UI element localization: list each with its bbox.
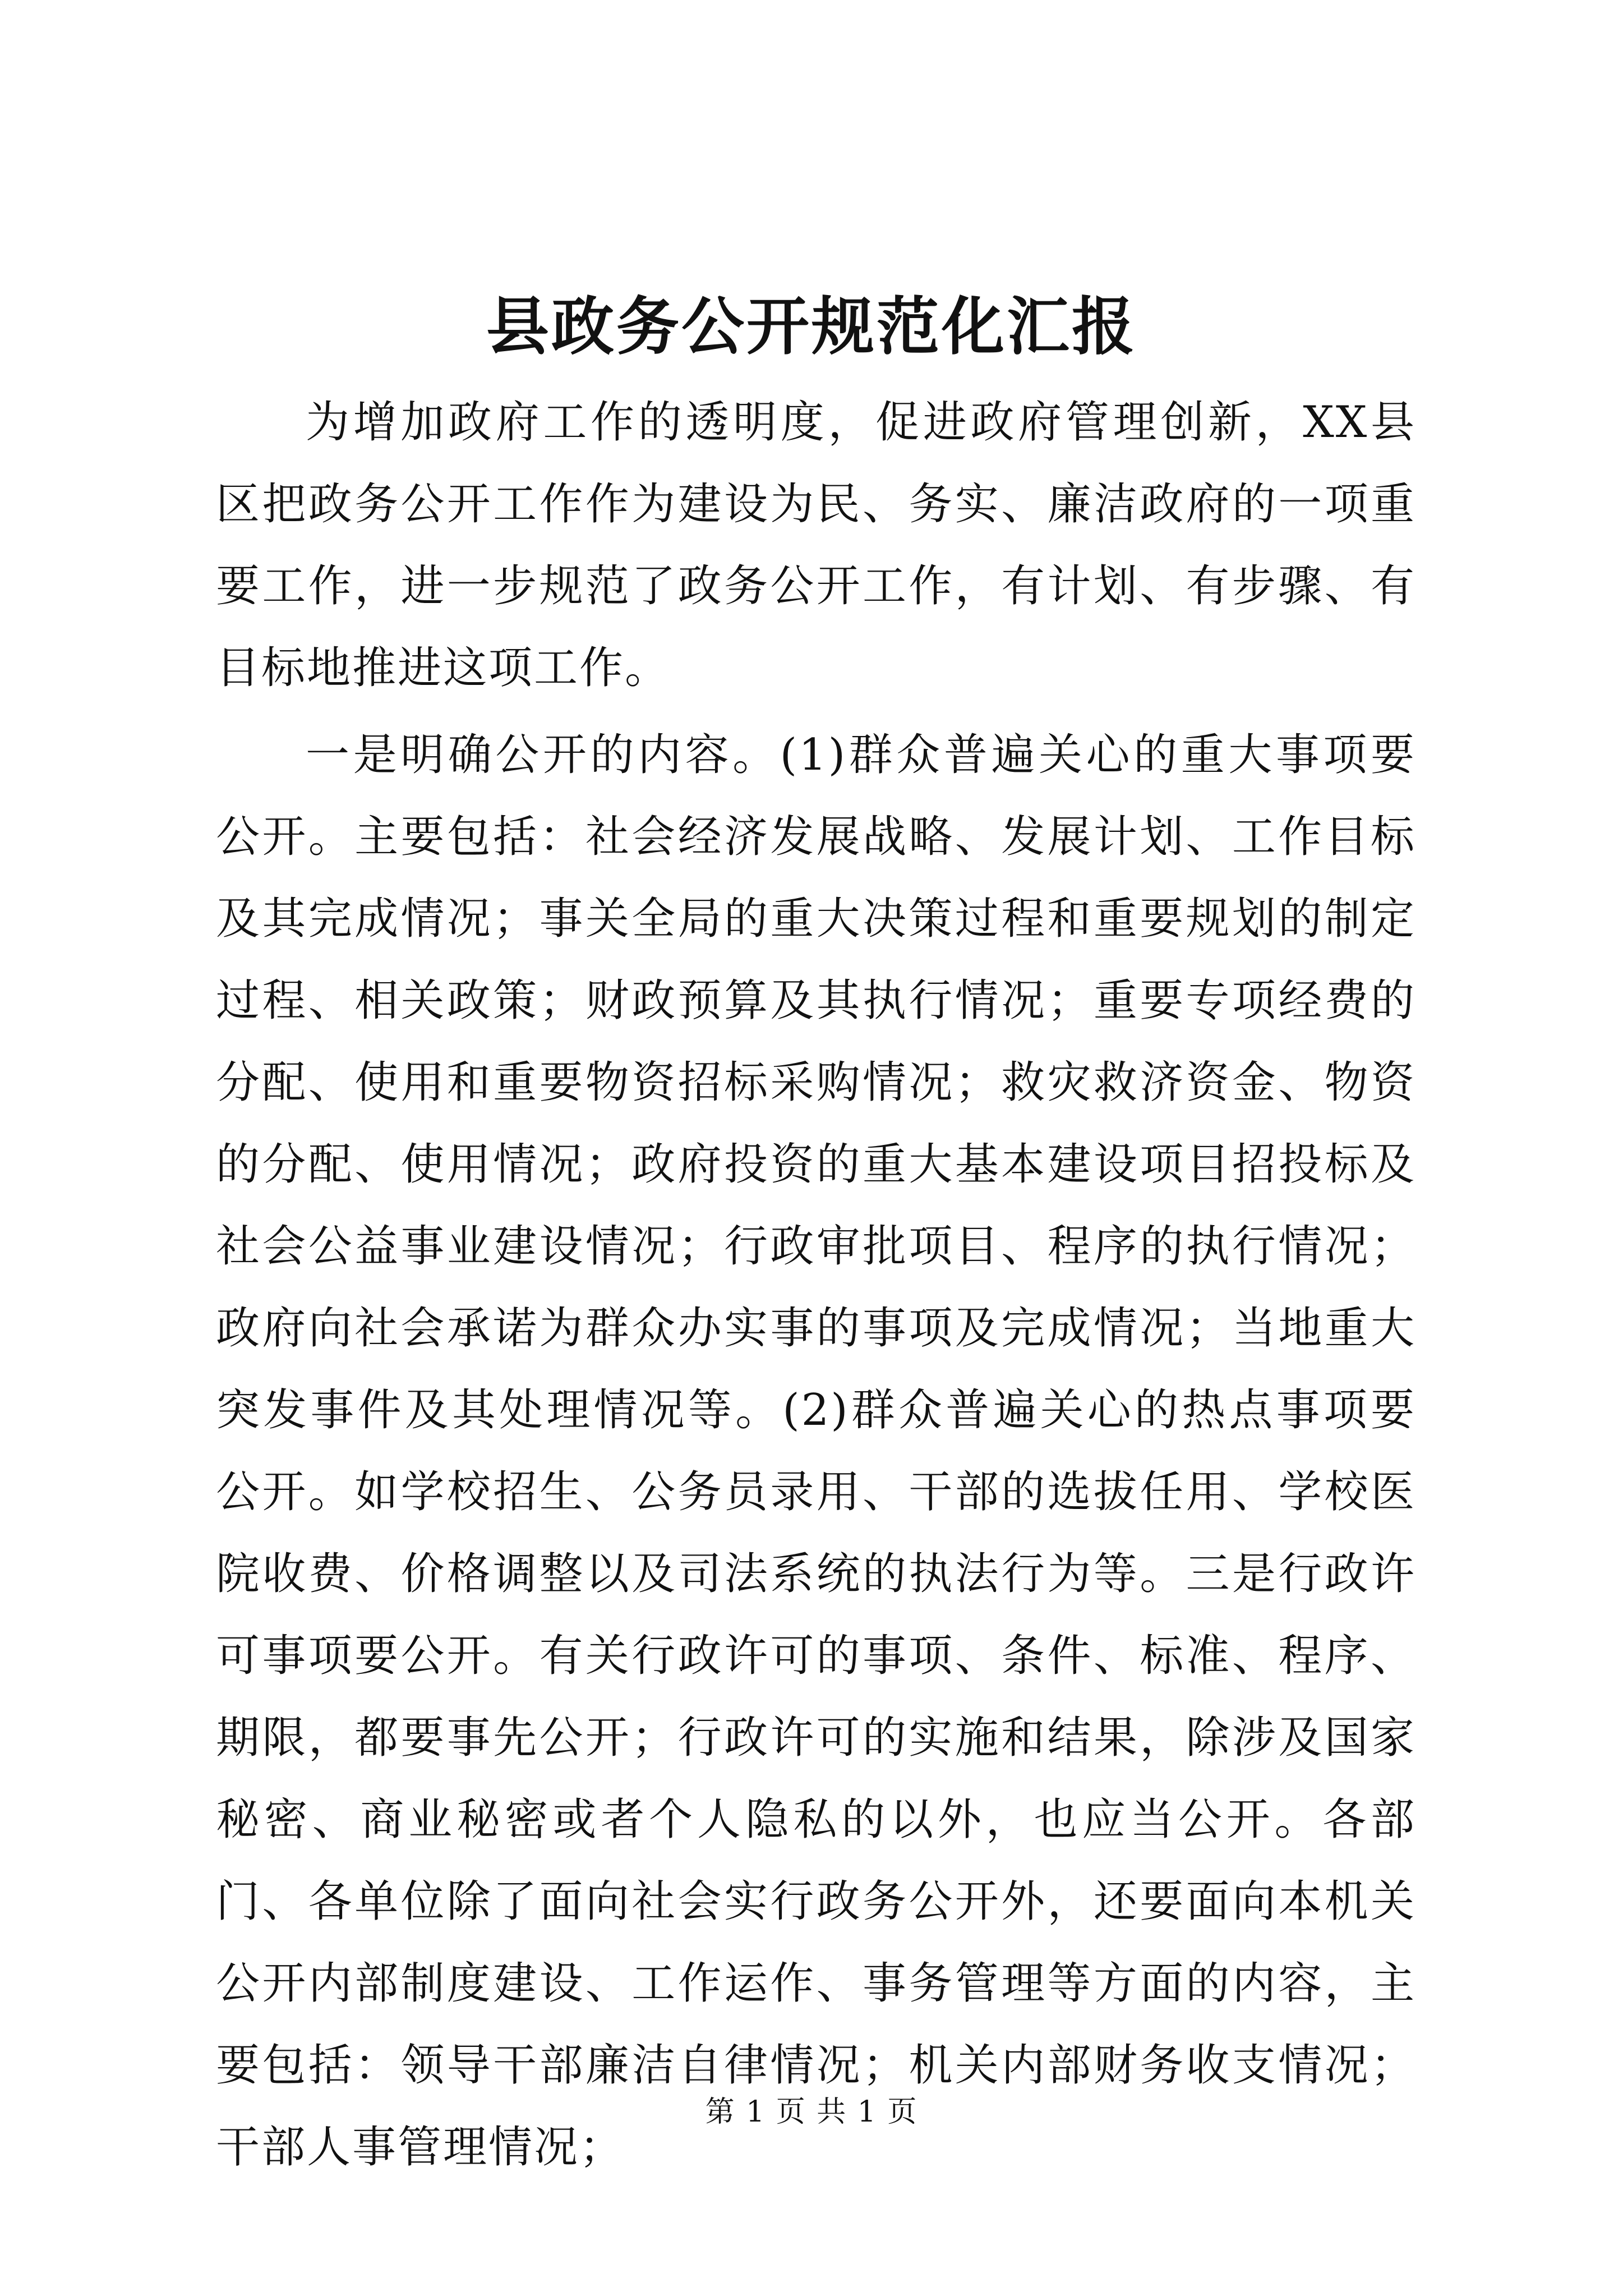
- paragraph-intro: 为增加政府工作的透明度，促进政府管理创新，XX县区把政务公开工作作为建设为民、务实、廉洁政府的一项重要工作，进一步规范了政务公开工作，有计划、有步骤、有目标地推进这项工作。: [216, 397, 1416, 693]
- paragraph-content-scope: 一是明确公开的内容。(1)群众普遍关心的重大事项要公开。主要包括：社会经济发展战略、发展计划、工作目标及其完成情况；事关全局的重大决策过程和重要规划的制定过程、相关政策；财政预算及其执行情况；重要专项经费的分配、使用和重要物资招标采购情况；救灾救济资金、物资的分配、使用情况；政府投资的重大基本建设项目招投标及社会公益事业建设情况；行政审批项目、程序的执行情况；政府向社会承诺为群众办实事的事项及完成情况；当地重大突发事件及其处理情况等。(2)群众普遍关心的热点事项要公开。如学校招生、公务员录用、干部的选拔任用、学校医院收费、价格调整以及司法系统的执法行为等。三是行政许可事项要公开。有关行政许可的事项、条件、标准、程序、期限，都要事先公开；行政许可的实施和结果，除涉及国家秘密、商业秘密或者个人隐私的以外，也应当公开。各部门、各单位除了面向社会实行政务公开外，还要面向本机关公开内部制度建设、工作运作、事务管理等方面的内容，主要包括：领导干部廉洁自律情况；机关内部财务收支情况；干部人事管理情况；: [216, 730, 1416, 2173]
- page-footer: 第 1 页 共 1 页: [705, 2095, 918, 2129]
- document-title: 县政务公开规范化汇报: [486, 290, 1137, 364]
- document-body: [216, 381, 1416, 2189]
